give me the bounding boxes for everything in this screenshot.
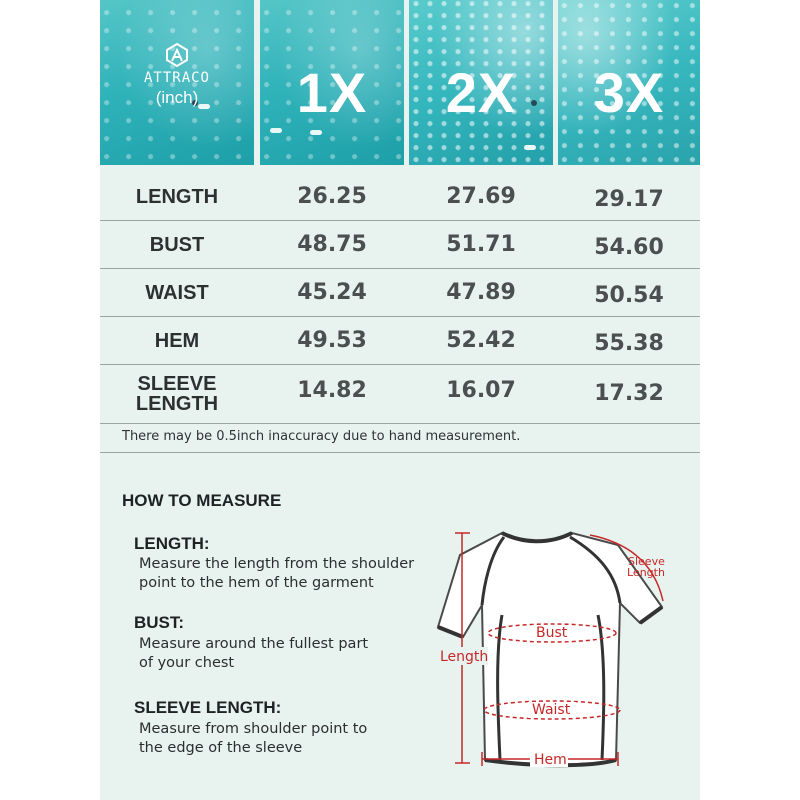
value-2x: 51.71 bbox=[446, 232, 516, 257]
row-label: WAIST bbox=[145, 281, 209, 304]
row-label: BUST bbox=[149, 233, 205, 256]
measure-heading-sleeve: SLEEVE LENGTH: bbox=[134, 698, 282, 717]
waist-label: Waist bbox=[532, 702, 571, 718]
length-label: Length bbox=[440, 649, 489, 665]
value-3x: 55.38 bbox=[594, 331, 664, 356]
how-to-measure-title: HOW TO MEASURE bbox=[122, 491, 282, 510]
value-3x: 54.60 bbox=[594, 235, 664, 260]
value-cell bbox=[409, 365, 553, 415]
row-label-line: SLEEVE bbox=[137, 373, 217, 395]
surfboard bbox=[270, 128, 282, 133]
value-cell bbox=[409, 173, 553, 220]
value-1x: 48.75 bbox=[297, 232, 367, 257]
unit-label: (inch) bbox=[155, 88, 199, 107]
value-cell bbox=[558, 173, 700, 220]
row-label: LENGTH bbox=[135, 185, 219, 208]
size-header bbox=[100, 0, 700, 165]
size-header-cell bbox=[409, 0, 553, 165]
table-row-length bbox=[100, 173, 700, 221]
size-label-2x: 2X bbox=[445, 61, 517, 124]
size-label-3x: 3X bbox=[593, 61, 665, 124]
measure-desc-sleeve bbox=[139, 720, 439, 758]
row-label bbox=[100, 365, 254, 423]
measure-desc-bust bbox=[139, 635, 439, 673]
row-label-line: LENGTH bbox=[135, 393, 219, 415]
measure-desc-line: of your chest bbox=[139, 655, 235, 671]
brand-header-cell bbox=[100, 0, 254, 165]
value-1x: 49.53 bbox=[297, 328, 367, 353]
value-cell bbox=[558, 317, 700, 364]
measure-desc-length bbox=[139, 555, 439, 593]
value-3x: 29.17 bbox=[594, 187, 664, 212]
value-cell bbox=[409, 269, 553, 316]
measure-desc-line: the edge of the sleeve bbox=[139, 740, 303, 756]
value-cell bbox=[409, 317, 553, 364]
value-2x: 47.89 bbox=[446, 280, 516, 305]
brand-name: ATTRACO bbox=[143, 70, 210, 86]
surfboard bbox=[524, 145, 536, 150]
value-1x: 26.25 bbox=[297, 184, 367, 209]
value-cell bbox=[260, 365, 404, 415]
size-header-cell bbox=[558, 0, 700, 165]
value-cell bbox=[260, 221, 404, 268]
surfboard bbox=[310, 130, 322, 135]
table-row-sleeve-length bbox=[100, 365, 700, 424]
sleeve-label-line: Sleeve bbox=[628, 555, 665, 568]
value-cell bbox=[409, 221, 553, 268]
value-2x: 16.07 bbox=[446, 377, 516, 403]
value-2x: 27.69 bbox=[446, 184, 516, 209]
measure-heading-bust: BUST: bbox=[134, 613, 185, 632]
size-header-cell bbox=[260, 0, 404, 165]
value-1x: 14.82 bbox=[297, 377, 367, 403]
sleeve-length-label bbox=[627, 566, 665, 579]
attraco-logo-icon bbox=[165, 42, 189, 68]
measure-desc-line: Measure the length from the shoulder bbox=[139, 556, 415, 572]
value-2x: 52.42 bbox=[446, 328, 516, 353]
value-cell bbox=[558, 365, 700, 415]
value-cell bbox=[558, 269, 700, 316]
divider bbox=[100, 452, 700, 453]
size-label-1x: 1X bbox=[296, 61, 368, 124]
bust-label: Bust bbox=[536, 625, 568, 641]
hem-label: Hem bbox=[534, 752, 567, 768]
measure-desc-line: Measure around the fullest part bbox=[139, 636, 369, 652]
value-cell bbox=[558, 221, 700, 268]
measure-heading-length: LENGTH: bbox=[134, 534, 210, 553]
sleeve-label-line: Length bbox=[627, 566, 665, 579]
measure-desc-line: Measure from shoulder point to bbox=[139, 721, 368, 737]
value-3x: 17.32 bbox=[594, 380, 664, 406]
table-row-bust bbox=[100, 221, 700, 269]
value-3x: 50.54 bbox=[594, 283, 664, 308]
brand-logo bbox=[100, 42, 254, 108]
row-label: HEM bbox=[154, 329, 200, 352]
measure-desc-line: point to the hem of the garment bbox=[139, 575, 374, 591]
shirt-measure-diagram bbox=[430, 515, 700, 800]
value-cell bbox=[260, 269, 404, 316]
value-cell bbox=[260, 173, 404, 220]
table-row-hem bbox=[100, 317, 700, 365]
value-1x: 45.24 bbox=[297, 280, 367, 305]
table-row-waist bbox=[100, 269, 700, 317]
accuracy-note: There may be 0.5inch inaccuracy due to hand measurement. bbox=[122, 429, 521, 444]
size-chart-card bbox=[100, 0, 700, 800]
value-cell bbox=[260, 317, 404, 364]
